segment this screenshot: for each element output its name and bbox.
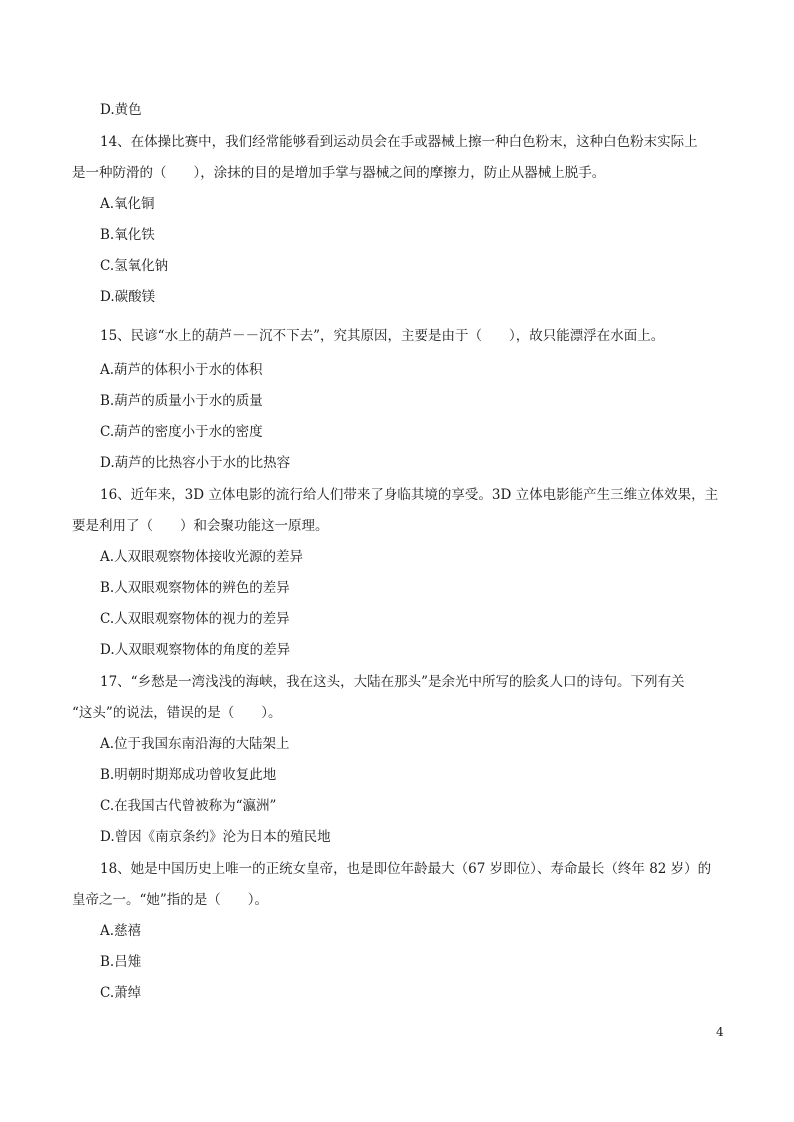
- option-text: B.葫芦的质量小于水的质量: [100, 393, 263, 409]
- option-text: D.葫芦的比热容小于水的比热容: [100, 455, 291, 471]
- option-text: C.葫芦的密度小于水的密度: [100, 424, 263, 440]
- option-text: D.人双眼观察物体的角度的差异: [100, 642, 291, 658]
- question-text-continued: 是一种防滑的（ ），涂抹的目的是增加手掌与器械之间的摩擦力，防止从器械上脱手。: [72, 165, 606, 181]
- option-text: D.曾因《南京条约》沦为日本的殖民地: [100, 829, 331, 845]
- option-text: A.氧化铜: [100, 196, 155, 212]
- question-text-continued: 皇帝之一。“她”指的是（ ）。: [72, 892, 269, 908]
- question-text: 18、她是中国历史上唯一的正统女皇帝，也是即位年龄最大（67 岁即位）、寿命最长（终年 82 岁）的: [100, 861, 712, 877]
- option-text: A.位于我国东南沿海的大陆架上: [100, 736, 290, 752]
- question-text: 14、在体操比赛中，我们经常能够看到运动员会在手或器械上擦一种白色粉末，这种白色粉末实际上: [100, 134, 698, 150]
- question-text: 16、近年来，3D 立体电影的流行给人们带来了身临其境的享受。3D 立体电影能产生三维立体效果，主: [100, 487, 719, 503]
- option-text: D.碳酸镁: [100, 289, 156, 305]
- question-text-continued: 要是利用了（ ）和会聚功能这一原理。: [72, 518, 329, 534]
- option-text: B.人双眼观察物体的辨色的差异: [100, 580, 290, 596]
- option-text: C.人双眼观察物体的视力的差异: [100, 611, 290, 627]
- question-text: 15、民谚“水上的葫芦－－沉不下去”，究其原因，主要是由于（ ），故只能漂浮在水面上。: [100, 328, 665, 344]
- page-number: 4: [716, 1025, 724, 1039]
- option-text: A.人双眼观察物体接收光源的差异: [100, 549, 304, 565]
- option-text: B.氧化铁: [100, 227, 155, 243]
- option-text: C.氢氧化钠: [100, 258, 169, 274]
- option-text: A.葫芦的体积小于水的体积: [100, 362, 263, 378]
- option-text: A.慈禧: [100, 923, 142, 939]
- option-text: B.明朝时期郑成功曾收复此地: [100, 767, 277, 783]
- option-text: C.萧绰: [100, 985, 142, 1001]
- option-text: D.黄色: [100, 102, 142, 118]
- question-text: 17、“乡愁是一湾浅浅的海峡，我在这头，大陆在那头”是余光中所写的脍炙人口的诗句。下列有关: [100, 674, 685, 690]
- question-text-continued: “这头”的说法，错误的是（ ）。: [72, 705, 282, 721]
- option-text: C.在我国古代曾被称为“瀛洲”: [100, 798, 277, 814]
- option-text: B.吕雉: [100, 954, 142, 970]
